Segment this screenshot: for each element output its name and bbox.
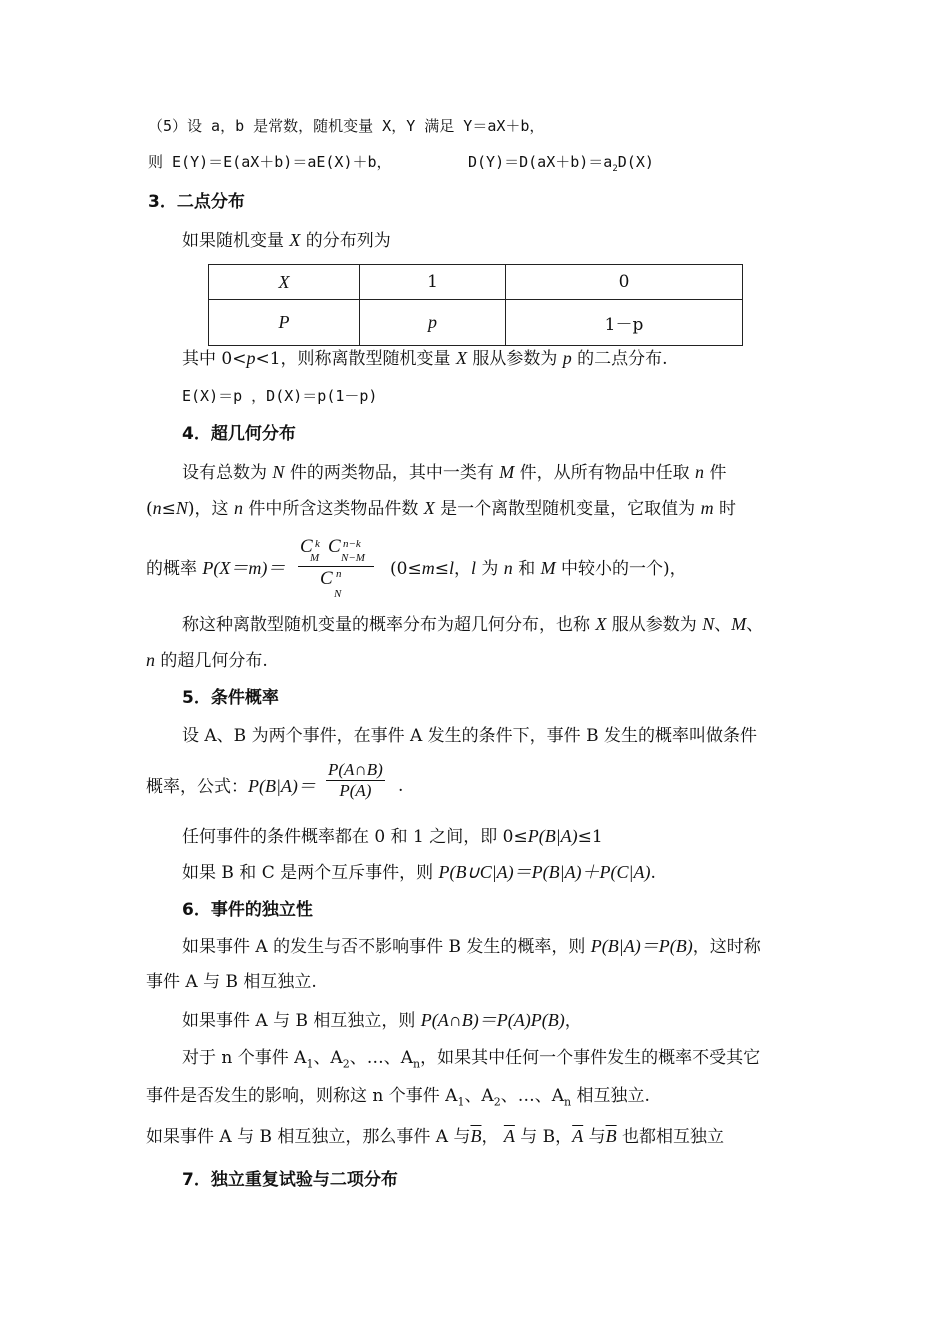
table-cell: 1－p [506,300,743,346]
section-6-para-6: 如果事件 A 与 B 相互独立，那么事件 A 与$\overline{B}$， $\overline{A}$ 与 B，$\overline{A}$ 与$\overline{B}$ 也都相互独立 [146,1126,724,1147]
section-6-para-3: 如果事件 A 与 B 相互独立，则 P(A∩B)＝P(A)P(B)， [182,1010,582,1031]
conditional-probability-fraction: $\frac{P(A\cap B)}{P(A)}$ [328,760,383,800]
section-3-note: 其中 0<p<1，则称离散型随机变量 X 服从参数为 p 的二点分布. [182,348,668,369]
section-4-para-2: (n≤N)，这 n 件中所含这类物品件数 X 是一个离散型随机变量，它取值为 m 时 [146,498,736,519]
section-5-para-4: 如果 B 和 C 是两个互斥事件，则 P(B∪C|A)＝P(B|A)＋P(C|A). [182,862,656,883]
hypergeometric-fraction: C k M C n−k N−M C n N [296,536,376,598]
table-cell: 0 [506,265,743,300]
table-cell: X [209,265,360,300]
section-5-formula-line: 概率，公式：P(B|A)＝ [146,776,316,797]
table-cell: p [360,300,506,346]
section-6-para-1: 如果事件 A 的发生与否不影响事件 B 发生的概率，则 P(B|A)＝P(B)，这时称 [182,936,761,957]
section-4-heading: 4．超几何分布 [182,424,296,444]
distribution-table [208,264,743,346]
section-6-para-4: 对于 n 个事件 $A_1$、$A_2$、…、$A_n$，如果其中任何一个事件发生的概率不受其它 [182,1048,761,1071]
table-cell: 1 [360,265,506,300]
section-6-heading: 6．事件的独立性 [182,900,313,920]
section-4-para-1: 设有总数为 N 件的两类物品，其中一类有 M 件，从所有物品中任取 n 件 [182,462,727,483]
section-5-heading: 5．条件概率 [182,688,279,708]
section-4-para-4: 称这种离散型随机变量的概率分布为超几何分布，也称 X 服从参数为 N、M、 [182,614,764,635]
table-row [209,300,743,346]
section-7-heading: 7．独立重复试验与二项分布 [182,1170,398,1190]
section-5-para-1: 设 A、B 为两个事件，在事件 A 发生的条件下，事件 B 发生的概率叫做条件 [182,726,757,746]
section-4-para-3: 的概率 P(X＝m)＝ [146,558,286,579]
section-3-formula: E(X)＝p ，D(X)＝p(1－p) [182,387,378,405]
line-5-statement: （5）设 a，b 是常数，随机变量 X，Y 满足 Y＝aX＋b， [148,117,545,135]
section-3-heading: 3．二点分布 [148,192,245,212]
formula-period: . [398,776,404,796]
section-5-para-3: 任何事件的条件概率都在 0 和 1 之间，即 0≤P(B|A)≤1 [182,826,603,847]
section-3-intro: 如果随机变量 X 的分布列为 [182,230,391,251]
section-6-para-5: 事件是否发生的影响，则称这 n 个事件 $A_1$、$A_2$、…、$A_n$ 相互独立. [146,1086,650,1109]
section-4-range: (0≤m≤l，l 为 n 和 M 中较小的一个)， [390,558,687,579]
table-cell: P [209,300,360,346]
variance-formula: $D(Y)=D(aX+b)=a_2D(X)$ [468,153,654,174]
table-row [209,265,743,300]
expectation-formula: 则 E(Y)＝E(aX＋b)＝aE(X)＋b， [148,153,392,171]
section-6-para-2: 事件 A 与 B 相互独立. [146,972,317,992]
section-4-para-5: n 的超几何分布. [146,650,268,671]
